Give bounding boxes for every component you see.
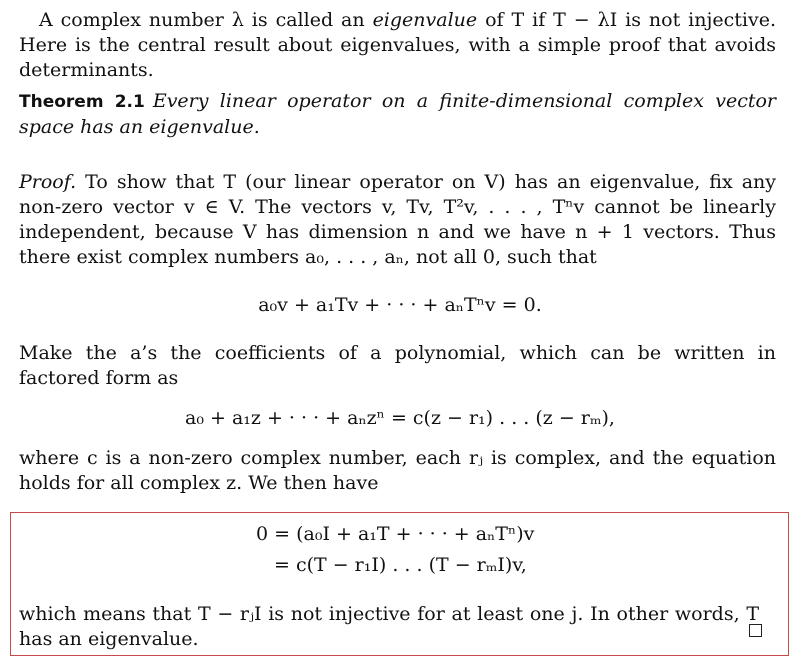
proof-label: Proof. — [19, 171, 77, 193]
theorem-statement: Every linear operator on a finite-dimensional complex vector space has an eigenvalue. — [19, 90, 776, 138]
intro-paragraph — [19, 8, 776, 83]
equation-linear-dependence: a₀v + a₁Tv + · · · + aₙTⁿv = 0. — [258, 294, 542, 316]
theorem-block — [19, 89, 776, 140]
intro-text-end: of T if T − λI is not injective. Here is the central result about eigenvalues, with a simple proof that avoids determinants. — [19, 9, 776, 81]
proof-paragraph — [19, 170, 776, 270]
theorem-label: Theorem 2.1 — [19, 92, 145, 112]
equation-operator-line1: 0 = (a₀I + a₁T + · · · + aₙTⁿ)v — [256, 523, 535, 545]
equation-operator-line2: = c(T − r₁I) . . . (T − rₘI)v, — [274, 554, 527, 576]
conclusion-paragraph: which means that T − rⱼI is not injective for at least one j. In other words, T has an eigenvalue. — [19, 603, 759, 650]
eigenvalue-term: eigenvalue — [372, 9, 478, 31]
proof-text: To show that T (our linear operator on V) has an eigenvalue, fix any non-zero vector v ∈ V. The vectors v, Tv, T²v, . . . , Tⁿv cannot be linearly independent, because V has dimension n and we have n + 1 vectors. Thus there exist complex numbers a₀, . . . , aₙ, not all 0, such that — [19, 171, 776, 268]
equation-factored-polynomial: a₀ + a₁z + · · · + aₙzⁿ = c(z − r₁) . . . (z − rₘ), — [185, 407, 615, 429]
polynomial-paragraph: Make the a’s the coefficients of a polynomial, which can be written in factored form as — [19, 342, 776, 389]
intro-text-start: A complex number λ is called an — [39, 9, 373, 31]
coefficient-paragraph: where c is a non-zero complex number, each rⱼ is complex, and the equation holds for all complex z. We then have — [19, 447, 776, 494]
